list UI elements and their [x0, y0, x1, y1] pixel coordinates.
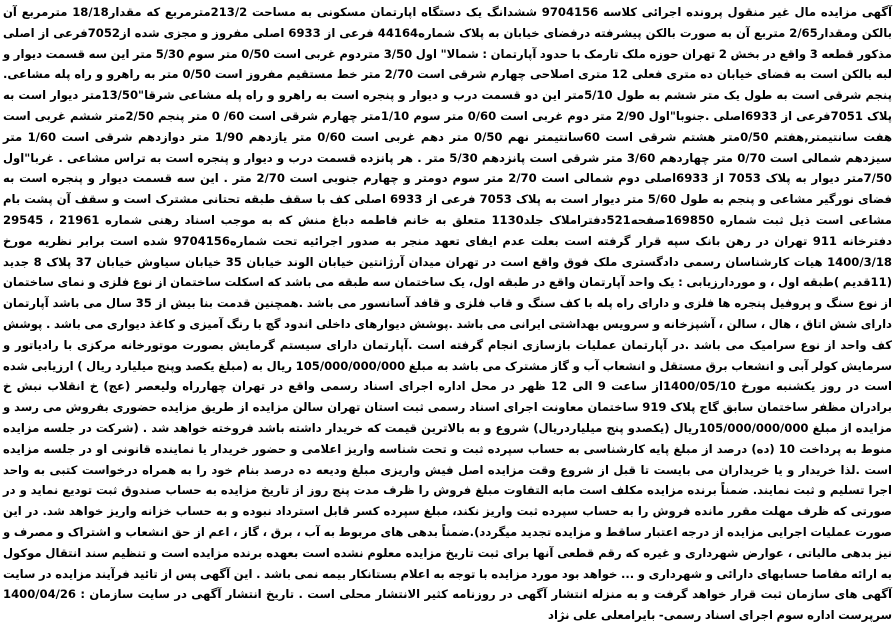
auction-notice-text: آگهی مزایده مال غیر منقول پرونده اجرائی کلاسه 9704156 ششدانگ یک دستگاه اپارتمان مسکونی به مساحت 213/2مترمربع که مقدار18/18 مترمربع آن بالکن ومقدار2/65 متربع آن به صورت بالکن پیشرفته درفضای خیابان به پلاک شماره44164 فرعی از 6933 اصلی مفروز و مجزی شده از7052فرعی از اصلی مذکور قطعه 3 واقع در بخش 2 تهران حوزه ملک تارمک با حدود آپارتمان : شمالا" اول 3/50 متردوم غربی است 0/50 متر سوم 5/30 متر این سه قسمت دیوار و لبه بالکن است به فضای خیابان ده متری فعلی 12 متری اصلاحی چهارم شرقی است 2/70 متر خط مستقیم مفروز است 0/50 متر به راهرو و راه پله مشاعی. پنجم شرقی است به طول یک متر ششم به طول 5/10متر این دو قسمت درب و دیوار و پنجره است به راهرو و راه پله مشاعی شرقا"13/50متر دیوار است به پلاک 7051فرعی از 6933اصلی .جنوبا"اول 2/90 متر دوم غربی است 0/60 متر سوم 1/10متر چهارم شرقی است 60/ 0 متر پنجم 2/50متر ششم غربی است هفت سانتیمتر,هفتم 0/50متر هشتم شرقی است 60سانتیمتر نهم 0/50 متر دهم غربی است 0/60 متر یازدهم 1/90 متر دوازدهم شرقی است 1/60 متر سیزدهم شمالی است 0/70 متر چهاردهم 3/60 متر شرقی است پانزدهم 5/30 متر . هر پانزده قسمت درب و دیوار و پنجره است به تراس مشاعی . غربا"اول 7/50متر دیوار به پلاک 7053 از 6933اصلی دوم شمالی است 2/70 متر سوم دومتر و چهارم جنوبی است 2/70 متر . این سه قسمت دیوار و پنجره است به فضای نورگیر مشاعی و پنجم به طول 5/60 متر دیوار است به پلاک 7053 فرعی از 6933 اصلی کف با سقف طبقه تحتانی مشترک است و سقف آن پشت بام مشاعی است ذیل ثبت شماره 169850صفحه521دفتراملاک جلد1130 متعلق به خانم فاطمه دباغ منش که به موجب اسناد رهنی شماره 21961 ، 29545 دفترخانه 911 تهران در رهن بانک سپه قرار گرفته است بعلت عدم ایفای تعهد منجر به صدور اجرائیه تحت شماره9704156 شده است برابر نظریه مورخ 1400/3/18 هیات کارشناسان رسمی دادگستری ملک فوق واقع است در تهران میدان آرژانتین خیابان الوند خیابان 35 خیابان سیاوش خیابان 37 پلاک 8 جدید (11قدیم )طبقه اول ، و موردارزیابی : یک واحد آپارتمان واقع در طبقه اول، یک ساختمان سه طبقه می باشد که اسکلت ساختمان از نوع فلزی و نمای ساختمان از نوع سنگ و پروفیل پنجره ها فلزی و دارای راه پله با کف سنگ و قاب فلزی و قافد آسانسور می باشد .همچنین قدمت بنا بیش از 35 سال می باشد آپارتمان دارای شش اتاق ، هال ، سالن ، آشپزخانه و سرویس بهداشتی ایرانی می باشد .پوشش دیوارهای داخلی اندود گچ با رنگ آمیزی و کاغذ دیواری می باشد . پوشش کف واحد از نوع سرامیک می باشد .در آپارتمان عملیات بازسازی انجام گرفته است .آپارتمان دارای سیستم گرمایش بصورت موتورخانه مرکزی با رادیاتور و سرمایش کولر آبی و انشعاب برق مستقل و انشعاب آب و گاز مشترک می باشد به مبلغ 105/000/000/000 ریال به (مبلغ یکصد وپنج میلیارد ریال ) ارزیابی شده است در روز یکشنبه مورخ 1400/05/10از ساعت 9 الی 12 ظهر در محل اداره اجرای اسناد رسمی واقع در تهران چهارراه ولیعصر (عج) خ انقلاب نبش خ برادران مظفر ساختمان سابق گاج پلاک 919 ساختمان معاونت اجرای اسناد رسمی ثبت استان تهران سالن مزایده از طریق مزایده حضوری بفروش می رسد و مزایده از مبلغ 105/000/000/000ریال (یکصدو پنج میلیاردریال) شروع و به بالاترین قیمت که خریدار داشته باشد فروخته خواهد شد . (شرکت در جلسه مزایده منوط به پرداخت 10 (ده) درصد از مبلغ پایه کارشناسی به حساب سپرده ثبت و تحت شناسه واریز اعلامی و حضور خریدار یا نماینده قانونی او در جلسه مزایده است .لذا خریدار و یا خریداران می بایست تا قبل از شروع وقت مزایده اصل فیش واریزی مبلغ ودیعه ده درصد بنام خود را به همراه درخواست کتبی به واحد اجرا تسلیم و ثبت نمایند. ضمناً برنده مزایده مکلف است مابه التفاوت مبلغ فروش را ظرف مدت پنج روز از تاریخ مزایده به حساب صندوق ثبت تودیع نماید و در صورتی که ظرف مهلت مقرر مانده فروش را به حساب سپرده ثبت واریز نکند، مبلغ سپرده کسر قابل استرداد نبوده و به حساب خزانه واریز خواهد شد. در این صورت عملیات اجرایی مزایده از درجه اعتبار ساقط و مزایده تجدید میگردد).ضمناً بدهی های مربوط به آب ، برق ، گاز ، اعم از حق انشعاب و اشتراک و مصرف و نیز بدهی مالیاتی ، عوارض شهرداری و غیره که رقم قطعی آنها برای ثبت تاریخ مزایده معلوم نشده است بعهده برنده مزایده است و تنظیم سند انتقال موکول به ارائه مفاصا حسابهای دارائی و شهرداری و ... خواهد بود مورد مزایده با توجه به اعلام بستانکار بیمه نمی باشد . این آگهی پس از تائید فرآیند مزایده در سایت آگهی های سازمان ثبت قرار خواهد گرفت و به منزله انتشار آگهی در روزنامه کثیر الانتشار محلی است . تاریخ انتشار آگهی در سایت سازمان : 1400/04/26 سرپرست اداره سوم اجرای اسناد رسمی- بایرامعلی علی نژاد: [3, 5, 893, 623]
